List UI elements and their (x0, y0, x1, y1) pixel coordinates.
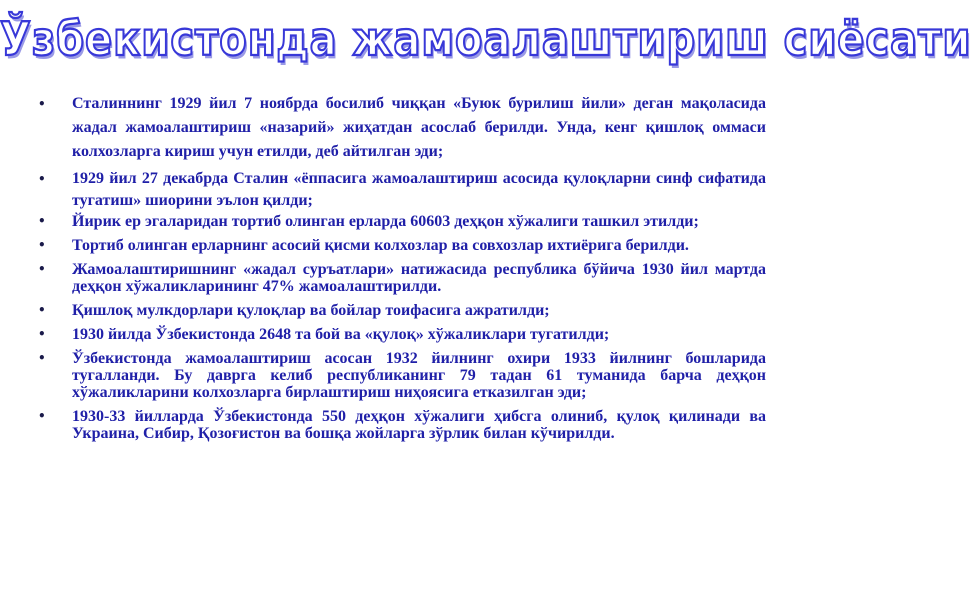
bullet-item (38, 237, 766, 254)
bullet-item (38, 350, 766, 401)
bullet-dot-icon: • (38, 327, 46, 341)
bullet-dot-icon: • (38, 303, 46, 317)
bullet-item (38, 326, 766, 343)
bullet-dot-icon: • (38, 214, 46, 228)
bullet-text: Ўзбекистонда жамоалаштириш асосан 1932 йилнинг охири 1933 йилнинг бошларида тугалланди. Бу даврга келиб республиканинг 79 тадан 61 туманида барча деҳқон хўжаликларини колхозларга бирлаштириш ниҳоясига етказилган эди; (72, 350, 766, 401)
bullet-dot-icon: • (38, 97, 46, 111)
bullet-item (38, 92, 766, 164)
bullet-text: 1930 йилда Ўзбекистонда 2648 та бой ва «қулоқ» хўжаликлари тугатилди; (72, 326, 610, 343)
bullet-item (38, 408, 766, 442)
bullet-list (38, 92, 766, 449)
bullet-text: Сталиннинг 1929 йил 7 ноябрда босилиб чиққан «Буюк бурилиш йили» деган мақоласида жадал жамоалаштириш «назарий» жиҳатдан асослаб берилди. Унда, кенг қишлоқ оммаси колхозларга кириш учун етилди, деб айтилган эди; (72, 95, 766, 160)
bullet-item (38, 213, 766, 230)
bullet-text: Жамоалаштиришнинг «жадал суръатлари» натижасида республика бўйича 1930 йил мартда деҳқон хўжаликларининг 47% жамоалаштирилди. (72, 261, 766, 295)
bullet-dot-icon: • (38, 238, 46, 252)
bullet-item (38, 261, 766, 295)
bullet-dot-icon: • (38, 409, 46, 423)
bullet-item (38, 302, 766, 319)
bullet-item (38, 168, 766, 212)
slide-title: Ўзбекистонда жамоалаштириш сиёсати (0, 13, 971, 67)
bullet-text: 1929 йил 27 декабрда Сталин «ёппасига жамоалаштириш асосида қулоқларни синф сифатида тугатиш» шиорини эълон қилди; (72, 170, 766, 209)
bullet-text: Йирик ер эгаларидан тортиб олинган ерларда 60603 деҳқон хўжалиги ташкил этилди; (72, 213, 699, 230)
bullet-text: Қишлоқ мулкдорлари қулоқлар ва бойлар тоифасига ажратилди; (72, 302, 550, 319)
bullet-dot-icon: • (38, 172, 46, 186)
bullet-dot-icon: • (38, 262, 46, 276)
bullet-dot-icon: • (38, 351, 46, 365)
bullet-text: Тортиб олинган ерларнинг асосий қисми колхозлар ва совхозлар ихтиёрига берилди. (72, 237, 689, 254)
bullet-text: 1930-33 йилларда Ўзбекистонда 550 деҳқон хўжалиги ҳибсга олиниб, қулоқ қилинади ва Украина, Сибир, Қозоғистон ва бошқа жойларга зўрлик билан кўчирилди. (72, 408, 766, 442)
